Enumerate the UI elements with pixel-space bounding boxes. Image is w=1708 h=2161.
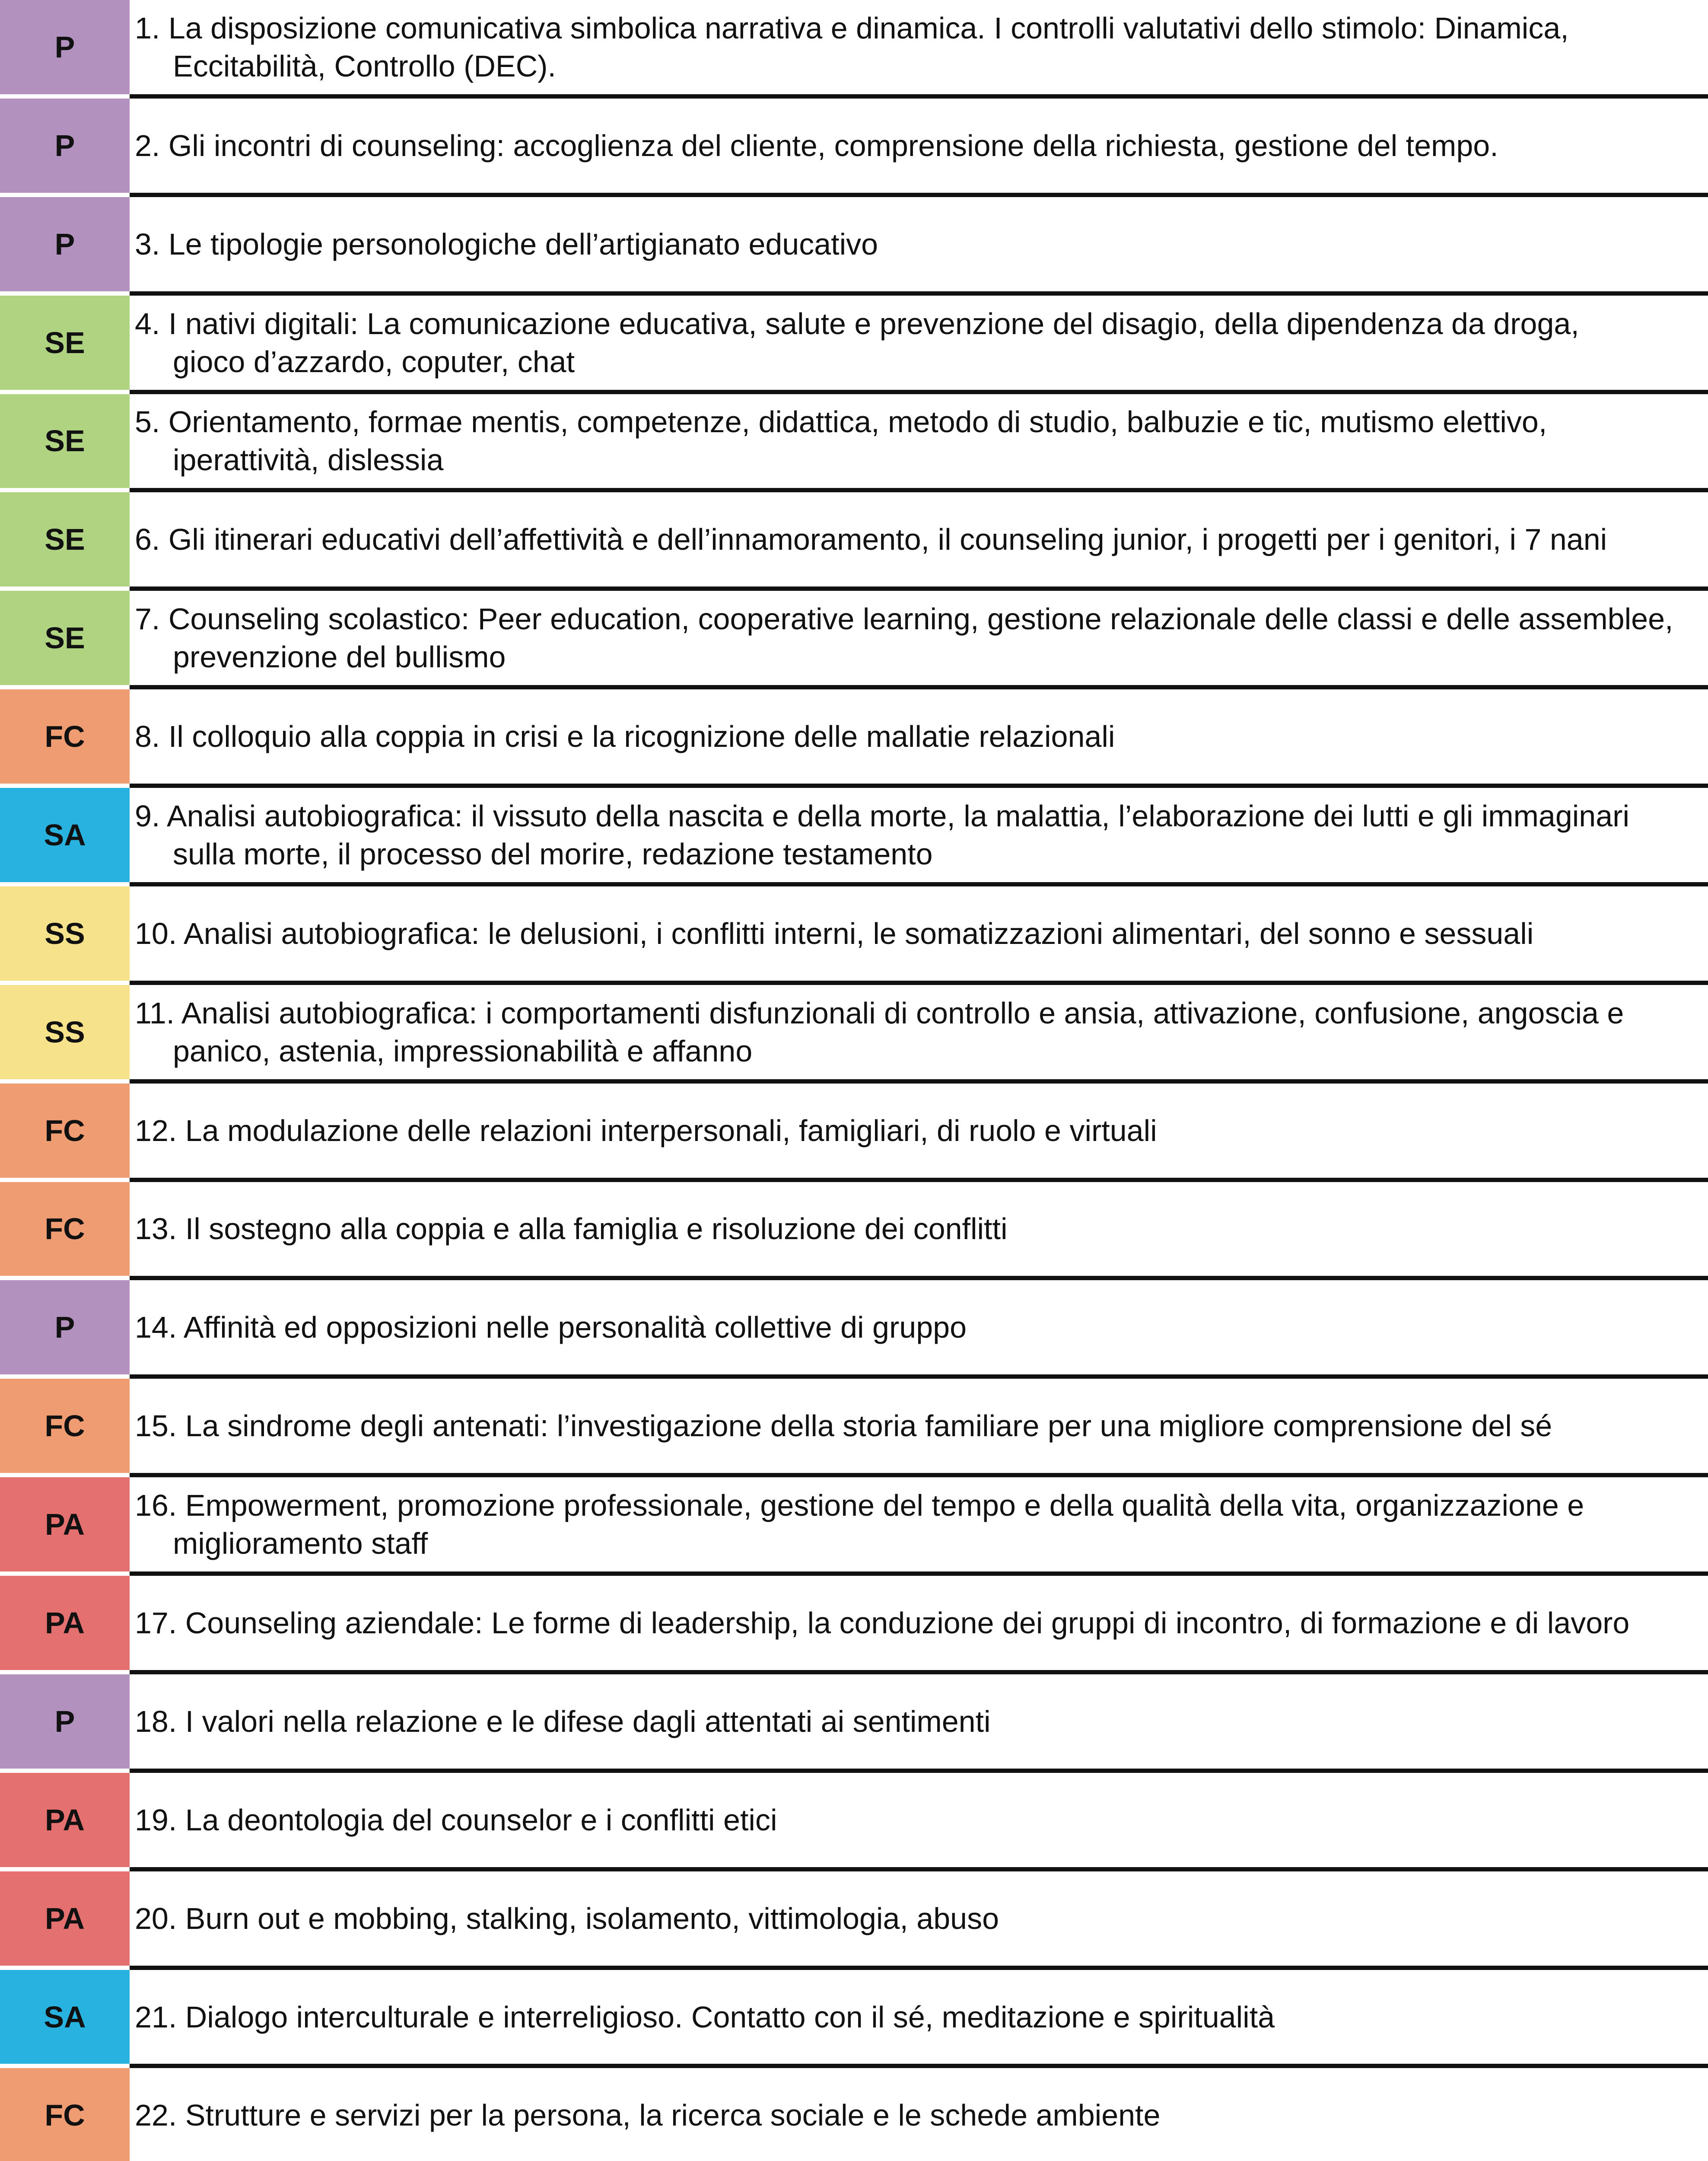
module-title-continuation: Eccitabilità, Controllo (DEC).: [173, 49, 556, 83]
row-divider: [130, 981, 1708, 985]
module-title: [135, 1084, 1704, 1178]
module-title: [135, 1871, 1704, 1966]
category-badge: P: [0, 1674, 130, 1769]
category-badge: SS: [0, 886, 130, 981]
list-item: [0, 1773, 1708, 1871]
list-item: [0, 689, 1708, 788]
list-item: [0, 1871, 1708, 1970]
module-title: [135, 0, 1704, 94]
row-divider: [130, 784, 1708, 788]
category-badge: FC: [0, 689, 130, 784]
module-title: [135, 1674, 1704, 1769]
row-divider: [130, 1670, 1708, 1674]
list-item: [0, 1576, 1708, 1674]
module-title: [135, 197, 1704, 291]
module-title-line: 14. Affinità ed opposizioni nelle personalità collettive di gruppo: [135, 1310, 967, 1345]
module-title-line: 15. La sindrome degli antenati: l’investigazione della storia familiare per una migliore comprensione del sé: [135, 1409, 1552, 1443]
list-item: [0, 1477, 1708, 1576]
list-item: [0, 1379, 1708, 1477]
category-badge: SS: [0, 985, 130, 1079]
row-divider: [130, 1571, 1708, 1576]
module-title: [135, 886, 1704, 981]
module-title-line: 2. Gli incontri di counseling: accoglienza del cliente, comprensione della richiesta, gestione del tempo.: [135, 128, 1498, 163]
module-title: [135, 1576, 1704, 1670]
list-item: [0, 1084, 1708, 1182]
module-title-line: 5. Orientamento, formae mentis, competenze, didattica, metodo di studio, balbuzie e tic, mutismo elettivo,: [135, 405, 1547, 439]
module-title: [135, 1773, 1704, 1867]
row-divider: [130, 882, 1708, 886]
module-title-line: 1. La disposizione comunicativa simbolica narrativa e dinamica. I controlli valutativi dello stimolo: Dinamica,: [135, 11, 1569, 45]
module-title-line: 9. Analisi autobiografica: il vissuto della nascita e della morte, la malattia, l’elaborazione dei lutti e gli immaginari: [135, 799, 1630, 833]
row-divider: [130, 488, 1708, 492]
module-title-line: 7. Counseling scolastico: Peer education, cooperative learning, gestione relazionale delle classi e delle assemblee,: [135, 602, 1673, 636]
list-item: [0, 985, 1708, 1084]
module-title-line: 6. Gli itinerari educativi dell’affettività e dell’innamoramento, il counseling junior, i progetti per i genitori, i 7 nani: [135, 523, 1607, 557]
module-title-line: 13. Il sostegno alla coppia e alla famiglia e risoluzione dei conflitti: [135, 1212, 1008, 1246]
row-divider: [130, 2064, 1708, 2068]
row-divider: [130, 291, 1708, 296]
category-badge: P: [0, 197, 130, 291]
category-badge: SA: [0, 788, 130, 882]
category-badge: FC: [0, 2068, 130, 2161]
module-title: [135, 1970, 1704, 2064]
category-badge: PA: [0, 1576, 130, 1670]
row-divider: [130, 1276, 1708, 1280]
module-title-line: 21. Dialogo interculturale e interreligioso. Contatto con il sé, meditazione e spiritualità: [135, 2000, 1275, 2034]
row-divider: [130, 586, 1708, 591]
category-badge: FC: [0, 1379, 130, 1473]
category-badge: SA: [0, 1970, 130, 2064]
row-divider: [130, 94, 1708, 99]
module-title-line: 19. La deontologia del counselor e i conflitti etici: [135, 1803, 777, 1837]
category-badge: SE: [0, 296, 130, 390]
list-item: [0, 1182, 1708, 1281]
module-title-line: 4. I nativi digitali: La comunicazione educativa, salute e prevenzione del disagio, della dipendenza da droga,: [135, 306, 1579, 341]
module-title-line: 12. La modulazione delle relazioni interpersonali, famigliari, di ruolo e virtuali: [135, 1113, 1157, 1147]
list-item: [0, 2068, 1708, 2161]
module-title-continuation: iperattività, dislessia: [173, 443, 444, 477]
module-title: [135, 2068, 1704, 2161]
category-badge: SE: [0, 591, 130, 685]
list-item: [0, 0, 1708, 99]
category-badge: SE: [0, 394, 130, 488]
list-item: [0, 788, 1708, 886]
list-item: [0, 394, 1708, 493]
list-item: [0, 197, 1708, 296]
category-badge: FC: [0, 1084, 130, 1178]
category-badge: PA: [0, 1477, 130, 1571]
list-item: [0, 1674, 1708, 1773]
module-title-continuation: miglioramento staff: [173, 1527, 428, 1561]
category-badge: SE: [0, 492, 130, 586]
module-title: [135, 1477, 1704, 1571]
module-title: [135, 394, 1704, 488]
module-title: [135, 99, 1704, 193]
module-title-line: 18. I valori nella relazione e le difese dagli attentati ai sentimenti: [135, 1704, 991, 1738]
module-title-line: 20. Burn out e mobbing, stalking, isolamento, vittimologia, abuso: [135, 1901, 999, 1935]
module-title-line: 8. Il colloquio alla coppia in crisi e la ricognizione delle mallatie relazionali: [135, 720, 1115, 754]
module-title: [135, 591, 1704, 685]
list-item: [0, 591, 1708, 689]
module-title: [135, 788, 1704, 882]
row-divider: [130, 1079, 1708, 1084]
row-divider: [130, 1867, 1708, 1871]
module-title-line: 17. Counseling aziendale: Le forme di leadership, la conduzione dei gruppi di incontro, di formazione e di lavoro: [135, 1606, 1630, 1640]
list-item: [0, 1970, 1708, 2069]
module-title: [135, 985, 1704, 1079]
module-title-line: 22. Strutture e servizi per la persona, la ricerca sociale e le schede ambiente: [135, 2098, 1161, 2132]
row-divider: [130, 1374, 1708, 1379]
module-title-continuation: prevenzione del bullismo: [173, 640, 506, 674]
category-badge: P: [0, 99, 130, 193]
row-divider: [130, 1769, 1708, 1773]
module-title-continuation: sulla morte, il processo del morire, redazione testamento: [173, 837, 933, 871]
category-badge: PA: [0, 1773, 130, 1867]
list-item: [0, 296, 1708, 394]
module-title-line: 3. Le tipologie personologiche dell’artigianato educativo: [135, 227, 878, 261]
list-item: [0, 1280, 1708, 1379]
category-badge: PA: [0, 1871, 130, 1966]
row-divider: [130, 390, 1708, 394]
row-divider: [130, 1966, 1708, 1970]
module-title: [135, 1182, 1704, 1276]
row-divider: [130, 685, 1708, 689]
row-divider: [130, 193, 1708, 197]
list-item: [0, 99, 1708, 197]
module-title: [135, 689, 1704, 784]
module-title-line: 11. Analisi autobiografica: i comportamenti disfunzionali di controllo e ansia, attivazione, confusione, angoscia e: [135, 996, 1624, 1030]
module-title-continuation: gioco d’azzardo, coputer, chat: [173, 344, 575, 379]
module-title-line: 10. Analisi autobiografica: le delusioni, i conflitti interni, le somatizzazioni alimentari, del sonno e sessuali: [135, 916, 1534, 950]
module-title-line: 16. Empowerment, promozione professionale, gestione del tempo e della qualità della vita, organizzazione e: [135, 1488, 1584, 1523]
module-title: [135, 296, 1704, 390]
module-title: [135, 1379, 1704, 1473]
row-divider: [130, 1473, 1708, 1477]
list-item: [0, 492, 1708, 591]
category-badge: P: [0, 1280, 130, 1374]
module-title-continuation: panico, astenia, impressionabilità e affanno: [173, 1034, 753, 1068]
row-divider: [130, 1178, 1708, 1182]
category-badge: FC: [0, 1182, 130, 1276]
module-title: [135, 1280, 1704, 1374]
category-badge: P: [0, 0, 130, 94]
module-title: [135, 492, 1704, 586]
list-item: [0, 886, 1708, 985]
